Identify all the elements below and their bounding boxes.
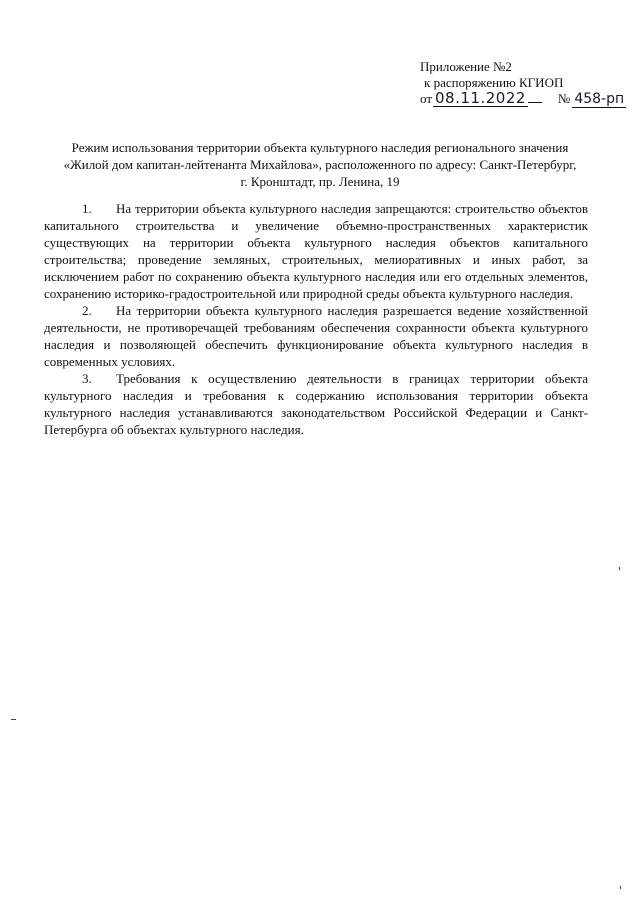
document-title — [44, 139, 596, 190]
number-prefix: № — [557, 91, 571, 106]
paragraph-2 — [44, 302, 588, 370]
paragraph-text: На территории объекта культурного наследия разрешается ведение хозяйственной деятельности, не противоречащей требованиям обеспечения сохранности объекта культурного наследия и позволяющей обеспечить функционирование объекта культурного наследия в современных условиях. — [44, 303, 588, 369]
scan-mark — [11, 719, 16, 720]
paragraph-number: 2. — [82, 303, 92, 318]
paragraph-text: На территории объекта культурного наследия запрещаются: строительство объектов капитального строительства и увеличение объемно-пространственных характеристик существующих на территории объекта культурного наследия объектов капитального строительства; проведение земляных, строительных, мелиоративных и иных работ, за исключением работ по сохранению объекта культурного наследия или его отдельных элементов, сохранению историко-градостроительной или природной среды объекта культурного наследия. — [44, 201, 588, 301]
paragraph-1 — [44, 200, 588, 302]
appendix-header — [420, 59, 626, 108]
title-line-3: г. Кронштадт, пр. Ленина, 19 — [240, 174, 400, 189]
scan-mark — [620, 886, 621, 889]
handwritten-number: 458-рп — [574, 91, 625, 107]
appendix-title: Приложение №2 — [420, 59, 512, 74]
date-prefix: от — [420, 91, 433, 106]
paragraph-number: 3. — [82, 371, 92, 386]
paragraph-number: 1. — [82, 201, 92, 216]
appendix-date-number-line — [420, 91, 626, 108]
paragraph-text: Требования к осуществлению деятельности в границах территории объекта культурного наследия и требования к содержанию использования территории объекта культурного наследия устанавливаются законодательством Российской Федерации и Санкт-Петербурга об объектах культурного наследия. — [44, 371, 588, 437]
appendix-order-ref: к распоряжению КГИОП — [424, 75, 564, 90]
underline-gap — [528, 102, 542, 103]
scan-mark — [619, 567, 620, 570]
handwritten-date: 08.11.2022 — [435, 89, 526, 107]
title-line-1: Режим использования территории объекта культурного наследия регионального значения — [71, 140, 569, 155]
paragraph-3 — [44, 370, 588, 438]
document-body — [44, 200, 588, 438]
title-line-2: «Жилой дом капитан-лейтенанта Михайлова», расположенного по адресу: Санкт-Петербург, — [63, 157, 577, 172]
